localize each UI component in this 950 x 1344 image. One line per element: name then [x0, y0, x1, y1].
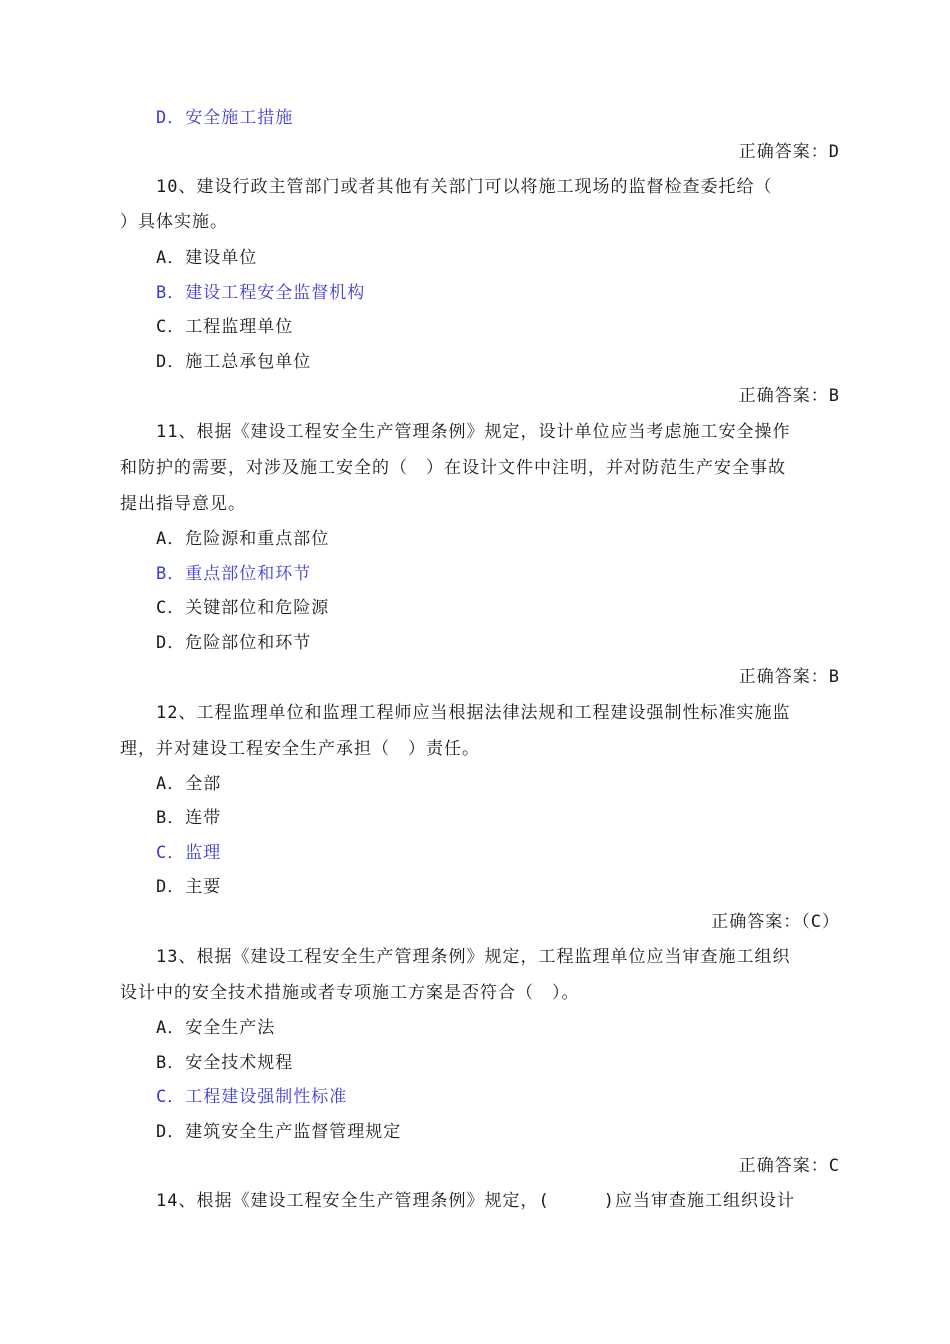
question-11-line-3: 提出指导意见。 — [120, 494, 246, 514]
option-q9-d: D．安全施工措施 — [156, 108, 294, 128]
question-14-line-1: 14、根据《建设工程安全生产管理条例》规定，( )应当审查施工组织设计 — [156, 1191, 795, 1211]
answer-q13: 正确答案：C — [738, 1156, 840, 1176]
answer-q12: 正确答案：（C） — [711, 912, 840, 932]
question-10-line-2: ）具体实施。 — [120, 212, 228, 232]
question-10-line-1: 10、建设行政主管部门或者其他有关部门可以将施工现场的监督检查委托给（ — [156, 177, 773, 197]
option-q12-d: D．主要 — [156, 877, 222, 897]
option-q10-d: D．施工总承包单位 — [156, 352, 312, 372]
question-11-line-2: 和防护的需要，对涉及施工安全的（ ）在设计文件中注明，并对防范生产安全事故 — [120, 458, 786, 478]
option-q10-b: B．建设工程安全监督机构 — [156, 283, 366, 303]
question-13-line-2: 设计中的安全技术措施或者专项施工方案是否符合（ ）。 — [120, 983, 580, 1003]
option-q11-a: A．危险源和重点部位 — [156, 529, 330, 549]
option-q12-a: A．全部 — [156, 774, 222, 794]
question-12-line-1: 12、工程监理单位和监理工程师应当根据法律法规和工程建设强制性标准实施监 — [156, 703, 791, 723]
option-q12-c: C．监理 — [156, 843, 222, 863]
answer-q9: 正确答案：D — [738, 142, 840, 162]
option-q11-d: D．危险部位和环节 — [156, 633, 312, 653]
option-q13-c: C．工程建设强制性标准 — [156, 1087, 348, 1107]
option-q13-b: B．安全技术规程 — [156, 1053, 294, 1073]
question-11-line-1: 11、根据《建设工程安全生产管理条例》规定，设计单位应当考虑施工安全操作 — [156, 422, 791, 442]
option-q10-a: A．建设单位 — [156, 248, 258, 268]
question-12-line-2: 理，并对建设工程安全生产承担（ ）责任。 — [120, 739, 480, 759]
option-q11-b: B．重点部位和环节 — [156, 564, 312, 584]
answer-q11: 正确答案：B — [738, 667, 840, 687]
question-13-line-1: 13、根据《建设工程安全生产管理条例》规定，工程监理单位应当审查施工组织 — [156, 947, 791, 967]
option-q12-b: B．连带 — [156, 808, 222, 828]
option-q13-a: A．安全生产法 — [156, 1018, 276, 1038]
option-q13-d: D．建筑安全生产监督管理规定 — [156, 1122, 402, 1142]
answer-q10: 正确答案：B — [738, 386, 840, 406]
option-q10-c: C．工程监理单位 — [156, 317, 294, 337]
option-q11-c: C．关键部位和危险源 — [156, 598, 330, 618]
